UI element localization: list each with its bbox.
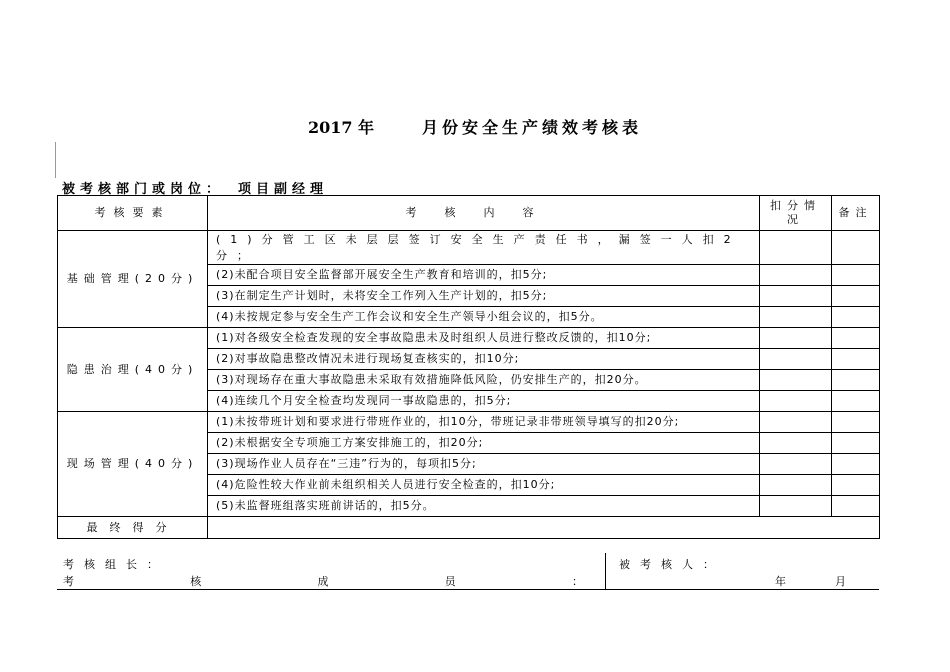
final-score-row	[58, 517, 880, 539]
remark-cell[interactable]	[832, 328, 880, 349]
table-row	[58, 328, 880, 349]
header-deduct: 扣分情况	[760, 196, 832, 231]
remark-cell[interactable]	[832, 454, 880, 475]
month-label: 月	[835, 575, 856, 588]
assessee-label: 被考核人：	[619, 558, 724, 571]
members-char: 员	[444, 575, 456, 588]
section-label-site: 现场管理(40分)	[58, 412, 208, 517]
criterion-item: (3)对现场存在重大事故隐患未采取有效措施降低风险，仍安排生产的，扣20分。	[208, 370, 760, 391]
section-label-hazard: 隐患治理(40分)	[58, 328, 208, 412]
remark-cell[interactable]	[832, 496, 880, 517]
deduct-cell[interactable]	[760, 328, 832, 349]
deduct-cell[interactable]	[760, 454, 832, 475]
remark-cell[interactable]	[832, 307, 880, 328]
page-title	[0, 115, 950, 138]
criterion-item: (2)未配合项目安全监督部开展安全生产教育和培训的，扣5分;	[208, 265, 760, 286]
table-header-row	[58, 196, 880, 231]
criterion-item: (1)分管工区未层层签订安全生产责任书，漏签一人扣2分；	[208, 231, 760, 265]
remark-cell[interactable]	[832, 475, 880, 496]
deduct-cell[interactable]	[760, 370, 832, 391]
deduct-cell[interactable]	[760, 286, 832, 307]
criterion-item: (1)未按带班计划和要求进行带班作业的，扣10分，带班记录非带班领导填写的扣20分;	[208, 412, 760, 433]
final-score-value[interactable]	[208, 517, 880, 539]
header-content: 考核内容	[208, 196, 760, 231]
signature-area	[57, 553, 879, 590]
members-char: 成	[317, 575, 329, 588]
title-year: 2017 年	[307, 118, 375, 137]
remark-cell[interactable]	[832, 286, 880, 307]
remark-cell[interactable]	[832, 231, 880, 265]
deduct-cell[interactable]	[760, 307, 832, 328]
deduct-cell[interactable]	[760, 433, 832, 454]
department-value: 项目副经理	[238, 182, 329, 197]
assessment-table	[57, 195, 880, 539]
leader-label: 考核组长：	[63, 558, 168, 571]
remark-cell[interactable]	[832, 265, 880, 286]
deduct-cell[interactable]	[760, 391, 832, 412]
final-score-label: 最终得分	[58, 517, 208, 539]
remark-cell[interactable]	[832, 412, 880, 433]
members-char: 考	[63, 575, 74, 588]
criterion-item: (4)未按规定参与安全生产工作会议和安全生产领导小组会议的，扣5分。	[208, 307, 760, 328]
members-char: ：	[572, 575, 583, 588]
members-label	[63, 573, 583, 589]
signature-divider	[605, 553, 606, 589]
section-label-basic: 基础管理(20分)	[58, 231, 208, 328]
criterion-item: (1)对各级安全检查发现的安全事故隐患未及时组织人员进行整改反馈的，扣10分;	[208, 328, 760, 349]
table-row	[58, 412, 880, 433]
deduct-cell[interactable]	[760, 349, 832, 370]
criterion-item: (3)在制定生产计划时，未将安全工作列入生产计划的，扣5分;	[208, 286, 760, 307]
remark-cell[interactable]	[832, 391, 880, 412]
criterion-item: (2)对事故隐患整改情况未进行现场复查核实的，扣10分;	[208, 349, 760, 370]
criterion-item: (4)危险性较大作业前未组织相关人员进行安全检查的，扣10分;	[208, 475, 760, 496]
deduct-cell[interactable]	[760, 265, 832, 286]
deduct-cell[interactable]	[760, 412, 832, 433]
table-row	[58, 231, 880, 265]
criterion-item: (5)未监督班组落实班前讲话的，扣5分。	[208, 496, 760, 517]
header-remark: 备注	[832, 196, 880, 231]
remark-cell[interactable]	[832, 349, 880, 370]
deduct-cell[interactable]	[760, 231, 832, 265]
year-label: 年	[775, 575, 796, 588]
title-text: 月份安全生产绩效考核表	[422, 118, 643, 137]
criterion-item: (4)连续几个月安全检查均发现同一事故隐患的，扣5分;	[208, 391, 760, 412]
criterion-item: (2)未根据安全专项施工方案安排施工的，扣20分;	[208, 433, 760, 454]
deduct-cell[interactable]	[760, 475, 832, 496]
members-char: 核	[190, 575, 202, 588]
criterion-item: (3)现场作业人员存在“三违”行为的，每项扣5分;	[208, 454, 760, 475]
department-label: 被考核部门或岗位：	[62, 182, 225, 197]
margin-marker	[55, 142, 56, 178]
remark-cell[interactable]	[832, 370, 880, 391]
remark-cell[interactable]	[832, 433, 880, 454]
header-element: 考核要素	[58, 196, 208, 231]
deduct-cell[interactable]	[760, 496, 832, 517]
